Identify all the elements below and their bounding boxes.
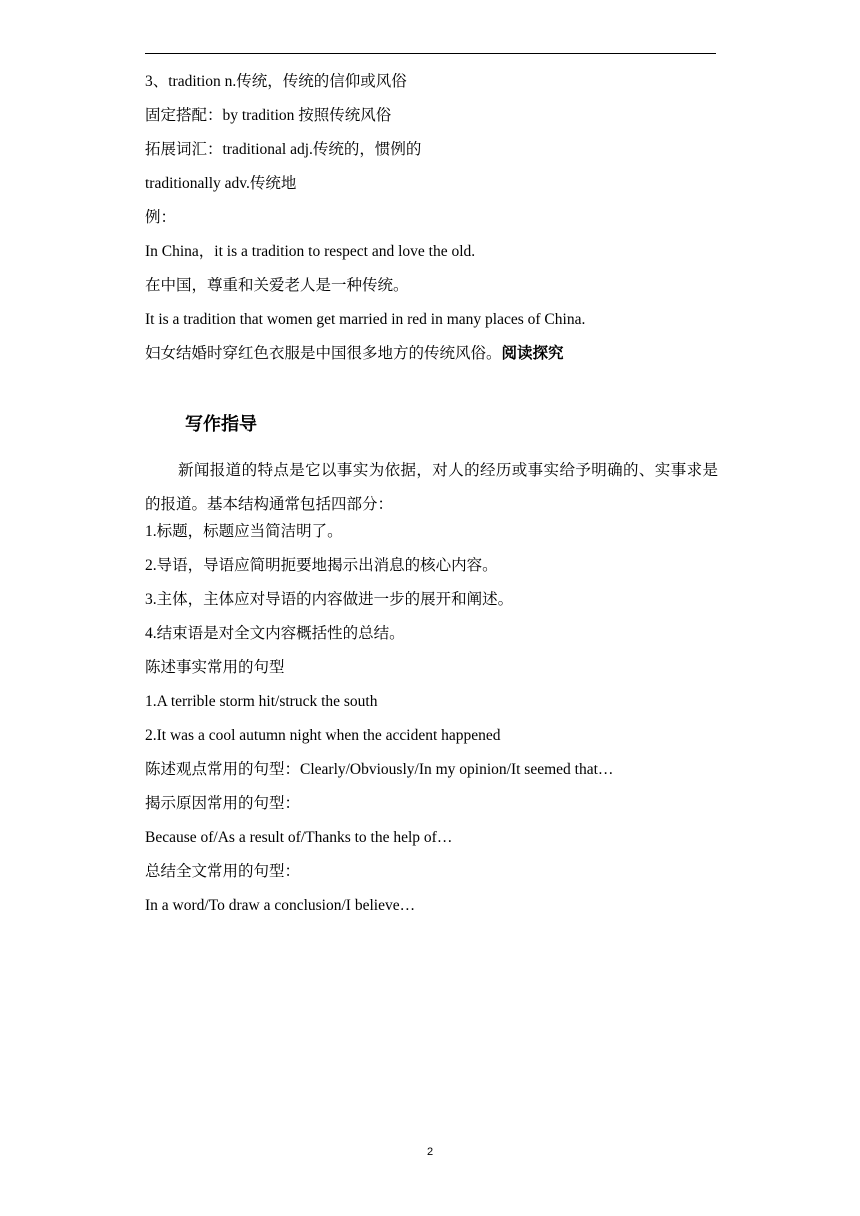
summary-heading: 总结全文常用的句型： bbox=[145, 863, 301, 880]
example-1-chinese: 在中国，尊重和关爱老人是一种传统。 bbox=[145, 277, 409, 294]
cause-heading: 揭示原因常用的句型： bbox=[145, 795, 301, 812]
opinion-line: 陈述观点常用的句型：Clearly/Obviously/In my opinion/It seemed that… bbox=[145, 761, 614, 778]
example-2-chinese: 妇女结婚时穿红色衣服是中国很多地方的传统风俗。 bbox=[145, 345, 502, 362]
page-number: 2 bbox=[426, 1146, 434, 1158]
writing-intro: 新闻报道的特点是它以事实为依据，对人的经历或事实给予明确的、实事求是的报道。基本结构通常包括四部分： bbox=[145, 462, 718, 513]
point-4: 4.结束语是对全文内容概括性的总结。 bbox=[145, 625, 405, 642]
example-1-english: In China，it is a tradition to respect and love the old. bbox=[145, 243, 476, 260]
point-1: 1.标题，标题应当简洁明了。 bbox=[145, 523, 343, 540]
example-label: 例： bbox=[145, 209, 177, 226]
fact-2: 2.It was a cool autumn night when the accident happened bbox=[145, 727, 501, 744]
extension-line-2: traditionally adv.传统地 bbox=[145, 175, 297, 192]
facts-heading: 陈述事实常用的句型 bbox=[145, 659, 285, 676]
example-2-english: It is a tradition that women get married in red in many places of China. bbox=[145, 311, 586, 328]
summary-line: In a word/To draw a conclusion/I believe… bbox=[145, 897, 416, 914]
point-3: 3.主体，主体应对导语的内容做进一步的展开和阐述。 bbox=[145, 591, 514, 608]
vocab-entry: 3、tradition n.传统，传统的信仰或风俗 bbox=[145, 73, 407, 90]
cause-line: Because of/As a result of/Thanks to the help of… bbox=[145, 829, 453, 846]
reading-label: 阅读探究 bbox=[501, 345, 564, 362]
header-rule bbox=[145, 53, 716, 54]
example-2-chinese-line bbox=[145, 344, 564, 364]
extension-line: 拓展词汇：traditional adj.传统的，惯例的 bbox=[145, 141, 422, 158]
collocation-line: 固定搭配：by tradition 按照传统风俗 bbox=[145, 107, 392, 124]
point-2: 2.导语，导语应简明扼要地揭示出消息的核心内容。 bbox=[145, 557, 498, 574]
fact-1: 1.A terrible storm hit/struck the south bbox=[145, 693, 378, 710]
writing-heading: 写作指导 bbox=[185, 414, 257, 434]
